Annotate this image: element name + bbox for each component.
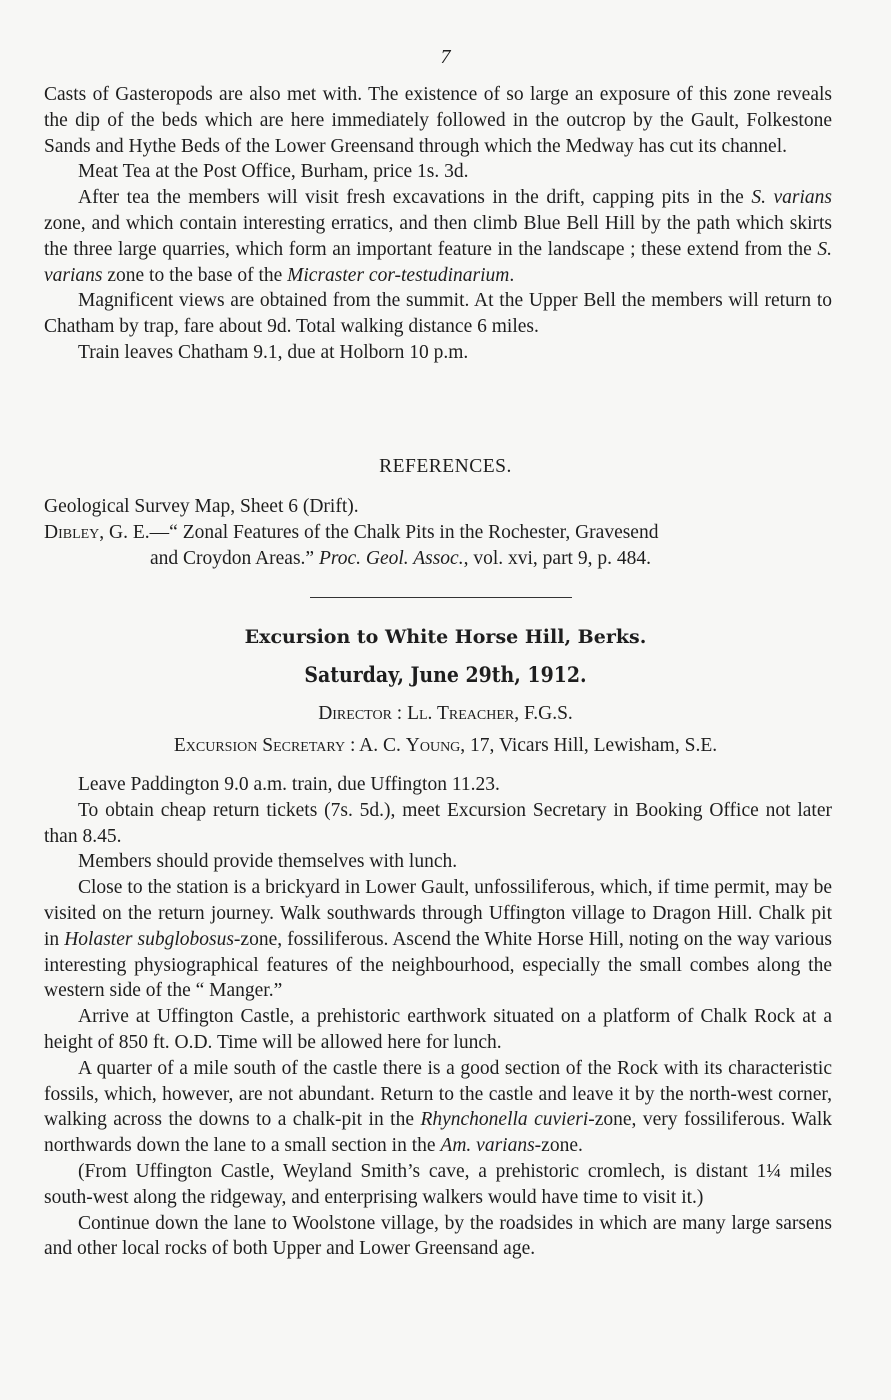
reference-journal: Proc. Geol. Assoc.: [318, 548, 464, 569]
text-span: :: [345, 735, 360, 756]
text-span: , vol. xvi, part 9, p. 484.: [463, 548, 651, 569]
references-list: [44, 494, 832, 572]
paragraph-train: Train leaves Chatham 9.1, due at Holborn 10 p.m.: [78, 341, 469, 363]
secretary-name: Young: [405, 735, 461, 756]
director-label: Director: [318, 703, 392, 724]
species-name: Rhynchonella cuvieri: [420, 1109, 589, 1131]
text-span: Close to the station is a brickyard in Lower Gault, unfossiliferous, which, if time permit, may be visited on the return journey. Walk southwards through Uffington village to Dragon Hill. Chalk pit in: [44, 877, 832, 950]
text-span: :: [391, 703, 408, 724]
species-name: S. varians: [44, 238, 832, 286]
species-name: Am. varians: [440, 1135, 535, 1157]
text-span: zone, and which contain interesting erratics, and then climb Blue Bell Hill by the path which skirts the three large quarries, which form an important feature in the landscape ; these extend from the: [44, 212, 832, 260]
paragraph-weyland-smith: (From Uffington Castle, Weyland Smith’s cave, a prehistoric cromlech, is distant 1¼ miles south-west along the ridgeway, and enterprising walkers would have time to visit it.): [44, 1160, 832, 1208]
excursion-text-block: [44, 772, 832, 1262]
text-span: After tea the members will visit fresh excavations in the drift, capping pits in the: [78, 187, 752, 209]
text-span: A quarter of a mile south of the castle there is a good section of the Rock with its characteristic fossils, which, however, are not abundant. Return to the castle and leave it by the north-west corner, walking across the downs to a chalk-pit in the: [44, 1057, 832, 1131]
text-span: .: [509, 264, 515, 286]
excursion-secretary: [0, 735, 891, 757]
text-span: -zone, very fossiliferous. Walk northwards down the lane to a small section in the: [44, 1109, 833, 1157]
secretary-address: , 17, Vicars Hill, Lewisham, S.E.: [460, 735, 718, 756]
reference-item-continuation: [44, 546, 832, 572]
secretary-label: Excursion Secretary: [173, 735, 346, 756]
paragraph-woolstone: Continue down the lane to Woolstone village, by the roadsides in which are many large sarsens and other local rocks of both Upper and Lower Greensand age.: [44, 1212, 832, 1260]
references-heading: REFERENCES.: [379, 456, 512, 477]
reference-author: Dibley: [44, 522, 100, 543]
paragraph-views: Magnificent views are obtained from the summit. At the Upper Bell the members will return to Chatham by trap, fare about 9d. Total walking distance 6 miles.: [44, 290, 832, 338]
excursion-date: Saturday, June 29th, 1912.: [304, 662, 587, 687]
reference-item: Geological Survey Map, Sheet 6 (Drift).: [44, 496, 359, 517]
text-span: -zone, fossiliferous. Ascend the White Horse Hill, noting on the way various interesting physiographical features of the neighbourhood, especially the small combes along the western side of the “ Manger.”: [44, 928, 833, 1002]
paragraph-meat-tea: Meat Tea at the Post Office, Burham, price 1s. 3d.: [78, 161, 469, 183]
species-name: S. varians: [751, 187, 832, 209]
director-name: Ll. Treacher: [407, 703, 515, 724]
intro-text-block: [44, 82, 832, 366]
paragraph-castle: Arrive at Uffington Castle, a prehistoric earthwork situated on a platform of Chalk Rock at a height of 850 ft. O.D. Time will be allowed here for lunch.: [44, 1006, 832, 1053]
excursion-title: Excursion to White Horse Hill, Berks.: [244, 626, 647, 648]
text-span: , F.G.S.: [514, 703, 573, 724]
text-span: A. C.: [359, 735, 406, 756]
species-name: Micraster cor-testudinarium: [287, 264, 510, 286]
paragraph-leave-paddington: Leave Paddington 9.0 a.m. train, due Uffington 11.23.: [78, 774, 500, 795]
text-span: and Croydon Areas.”: [150, 548, 319, 569]
paragraph-after-tea: [44, 185, 832, 288]
text-span: zone to the base of the: [102, 264, 288, 286]
text-span: -zone.: [534, 1135, 583, 1157]
paragraph-tickets: To obtain cheap return tickets (7s. 5d.), meet Excursion Secretary in Booking Office not later than 8.45.: [44, 799, 832, 847]
text-span: , G. E.—“ Zonal Features of the Chalk Pits in the Rochester, Gravesend: [99, 522, 659, 543]
paragraph-station: [44, 875, 832, 1004]
paragraph-quarter-mile: [44, 1056, 832, 1159]
section-divider: [310, 597, 572, 598]
species-name: Holaster subglobosus: [64, 928, 234, 950]
reference-item: [44, 520, 832, 546]
page-number: 7: [440, 46, 451, 68]
excursion-director: [0, 703, 891, 725]
paragraph-gasteropods: Casts of Gasteropods are also met with. The existence of so large an exposure of this zone reveals the dip of the beds which are here immediately followed in the outcrop by the Gault, Folkestone Sands and Hythe Beds of the Lower Greensand through which the Medway has cut its channel.: [44, 84, 832, 157]
paragraph-lunch: Members should provide themselves with lunch.: [78, 851, 458, 873]
